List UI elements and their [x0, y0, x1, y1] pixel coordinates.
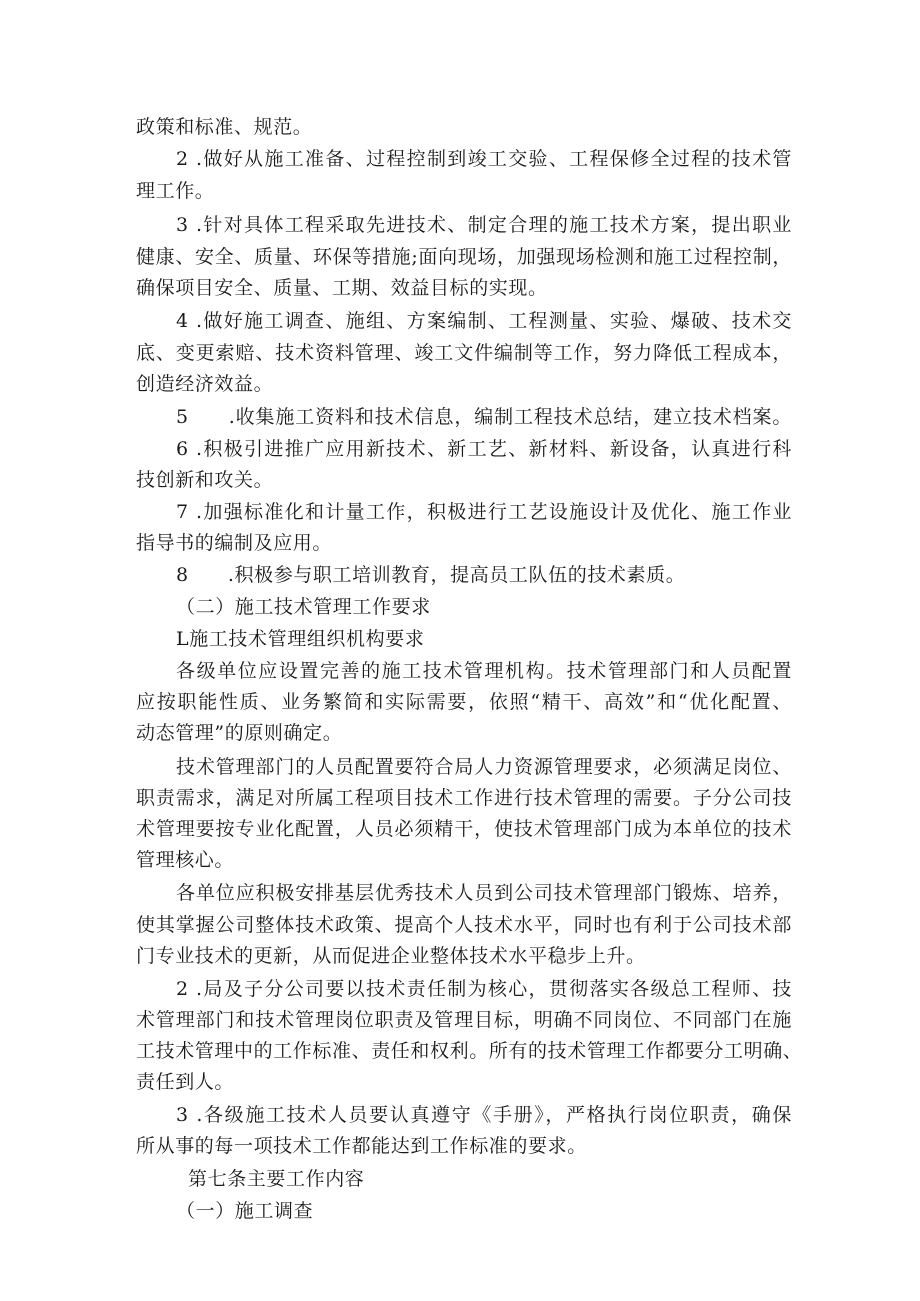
text-line: 职责需求，满足对所属工程项目技术工作进行技术管理的需要。子分公司技 — [136, 787, 792, 809]
text-line: 理工作。 — [136, 180, 215, 202]
text-line: 责任到人。 — [136, 1071, 235, 1093]
text-line: 8 .积极参与职工培训教育，提高员工队伍的技术素质。 — [176, 564, 686, 586]
text-line: 健康、安全、质量、环保等措施;面向现场，加强现场检测和施工过程控制， — [136, 246, 792, 268]
text-line: 技创新和攻关。 — [136, 469, 274, 491]
text-line: 所从事的每一项技术工作都能达到工作标准的要求。 — [136, 1135, 587, 1157]
text-line: 各单位应积极安排基层优秀技术人员到公司技术管理部门锻炼、培养， — [176, 882, 792, 904]
text-line: 创造经济效益。 — [136, 373, 274, 395]
subsection-heading: L施工技术管理组织机构要求 — [176, 628, 425, 650]
text-line: 6 .积极引进推广应用新技术、新工艺、新材料、新设备，认真进行科 — [176, 438, 792, 460]
text-line: 5 .收集施工资料和技术信息，编制工程技术总结，建立技术档案。 — [176, 406, 792, 428]
text-line: 术管理部门和技术管理岗位职责及管理目标，明确不同岗位、不同部门在施 — [136, 1009, 792, 1031]
text-line: 管理核心。 — [136, 849, 235, 871]
text-line: 各级单位应设置完善的施工技术管理机构。技术管理部门和人员配置 — [176, 660, 792, 682]
text-line: 使其掌握公司整体技术政策、提高个人技术水平，同时也有利于公司技术部 — [136, 914, 792, 936]
text-line: 3 .针对具体工程采取先进技术、制定合理的施工技术方案，提出职业 — [176, 214, 792, 236]
text-line: 工技术管理中的工作标准、责任和权利。所有的技术管理工作都要分工明确、 — [136, 1040, 803, 1062]
article-heading: 第七条主要工作内容 — [188, 1168, 365, 1190]
text-line: 确保项目安全、质量、工期、效益目标的实现。 — [136, 277, 548, 299]
text-line: 指导书的编制及应用。 — [136, 532, 333, 554]
section-heading: （二）施工技术管理工作要求 — [176, 596, 431, 618]
text-line: 应按职能性质、业务繁简和实际需要，依照“精干、高效”和“优化配置、 — [136, 691, 792, 713]
text-line: 门专业技术的更新，从而促进企业整体技术水平稳步上升。 — [136, 945, 646, 967]
text-line: 动态管理”的原则确定。 — [136, 722, 343, 744]
text-line: 2 .做好从施工准备、过程控制到竣工交验、工程保修全过程的技术管 — [176, 148, 792, 170]
text-line: 政策和标准、规范。 — [136, 116, 313, 138]
text-line: 底、变更索赔、技术资料管理、竣工文件编制等工作，努力降低工程成本， — [136, 342, 792, 364]
text-line: 4 .做好施工调查、施组、方案编制、工程测量、实验、爆破、技术交 — [176, 310, 792, 332]
text-line: 术管理要按专业化配置，人员必须精干，使技术管理部门成为本单位的技术 — [136, 818, 792, 840]
section-heading: （一）施工调查 — [176, 1200, 314, 1222]
text-line: 3 .各级施工技术人员要认真遵守《手册》，严格执行岗位职责，确保 — [176, 1104, 792, 1126]
text-line: 技术管理部门的人员配置要符合局人力资源管理要求，必须满足岗位、 — [176, 756, 792, 778]
text-line: 7 .加强标准化和计量工作，积极进行工艺设施设计及优化、施工作业 — [176, 501, 792, 523]
text-line: 2 .局及子分公司要以技术责任制为核心，贯彻落实各级总工程师、技 — [176, 978, 792, 1000]
